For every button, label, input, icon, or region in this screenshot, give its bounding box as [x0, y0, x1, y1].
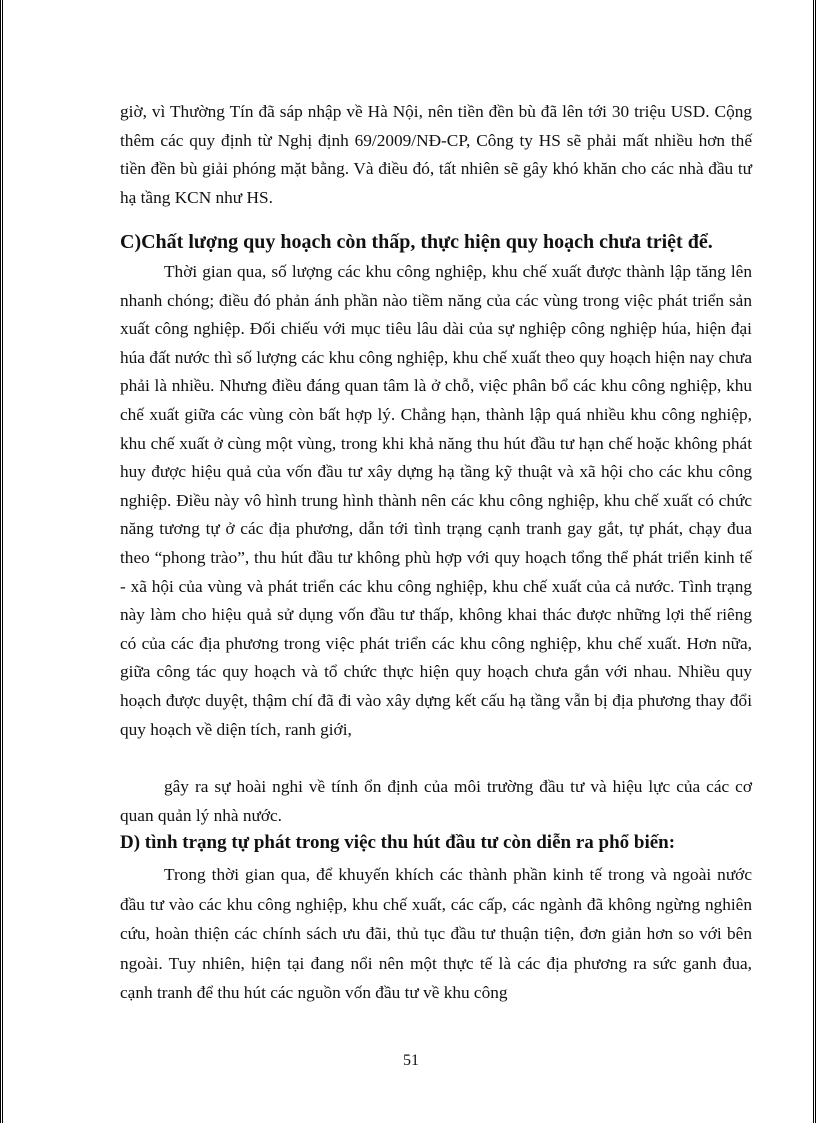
section-c-paragraph	[120, 258, 752, 744]
section-d-heading: D) tình trạng tự phát trong việc thu hút đầu tư còn diễn ra phổ biến:	[120, 832, 676, 853]
section-d-paragraph	[120, 860, 752, 1008]
section-c-paragraph-continued	[120, 772, 752, 830]
section-d-paragraph-text: Trong thời gian qua, để khuyến khích các thành phần kinh tế trong và ngoài nước đầu tư vào các khu công nghiệp, khu chế xuất, các cấp, các ngành đã không ngừng nghiên cứu, hoàn thiện các chính sách ưu đãi, thủ tục đầu tư thuận tiện, đơn giản hơn so với bên ngoài. Tuy nhiên, hiện tại đang nổi nên một thực tế là các địa phương ra sức ganh đua, cạnh tranh để thu hút các nguồn vốn đầu tư về khu công	[120, 865, 752, 1003]
page-number: 51	[403, 1052, 419, 1069]
section-c-paragraph-text: Thời gian qua, số lượng các khu công nghiệp, khu chế xuất được thành lập tăng lên nhanh chóng; điều đó phản ánh phần nào tiềm năng của các vùng trong việc phát triển sản xuất công nghiệp. Đối chiếu với mục tiêu lâu dài của sự nghiệp công nghiệp húa, hiện đại húa đất nước thì số lượng các khu công nghiệp, khu chế xuất theo quy hoạch hiện nay chưa phải là nhiều. Nhưng điều đáng quan tâm là ở chỗ, việc phân bổ các khu công nghiệp, khu chế xuất giữa các vùng còn bất hợp lý. Chẳng hạn, thành lập quá nhiều khu công nghiệp, khu chế xuất ở cùng một vùng, trong khi khả năng thu hút đầu tư hạn chế hoặc không phát huy được hiệu quả của vốn đầu tư xây dựng hạ tầng kỹ thuật và xã hội cho các khu công nghiệp. Điều này vô hình trung hình thành nên các khu công nghiệp, khu chế xuất có chức năng tương tự ở các địa phương, dẫn tới tình trạng cạnh tranh gay gắt, tự phát, chạy đua theo “phong trào”, thu hút đầu tư không phù hợp với quy hoạch tổng thể phát triển kinh tế - xã hội của vùng và phát triển các khu công nghiệp, khu chế xuất của cả nước. Tình trạng này làm cho hiệu quả sử dụng vốn đầu tư thấp, không khai thác được những lợi thế riêng có của các địa phương trong việc phát triển các khu công nghiệp, khu chế xuất. Hơn nữa, giữa công tác quy hoạch và tổ chức thực hiện quy hoạch chưa gắn với nhau. Nhiều quy hoạch được duyệt, thậm chí đã đi vào xây dựng kết cấu hạ tầng vẫn bị địa phương thay đổi quy hoạch về diện tích, ranh giới,	[120, 262, 752, 739]
intro-paragraph-text: giờ, vì Thường Tín đã sáp nhập về Hà Nội, nên tiền đền bù đã lên tới 30 triệu USD. Cộng thêm các quy định từ Nghị định 69/2009/NĐ-CP, Công ty HS sẽ phải mất nhiều hơn thế tiền đền bù giải phóng mặt bằng. Và điều đó, tất nhiên sẽ gây khó khăn cho các nhà đầu tư hạ tầng KCN như HS.	[120, 102, 752, 207]
section-c-heading: C)Chất lượng quy hoạch còn thấp, thực hiện quy hoạch chưa triệt để.	[120, 231, 713, 253]
intro-paragraph	[120, 98, 752, 212]
section-c-paragraph-continued-text: gây ra sự hoài nghi về tính ổn định của môi trường đầu tư và hiệu lực của các cơ quan quản lý nhà nước.	[120, 777, 752, 825]
